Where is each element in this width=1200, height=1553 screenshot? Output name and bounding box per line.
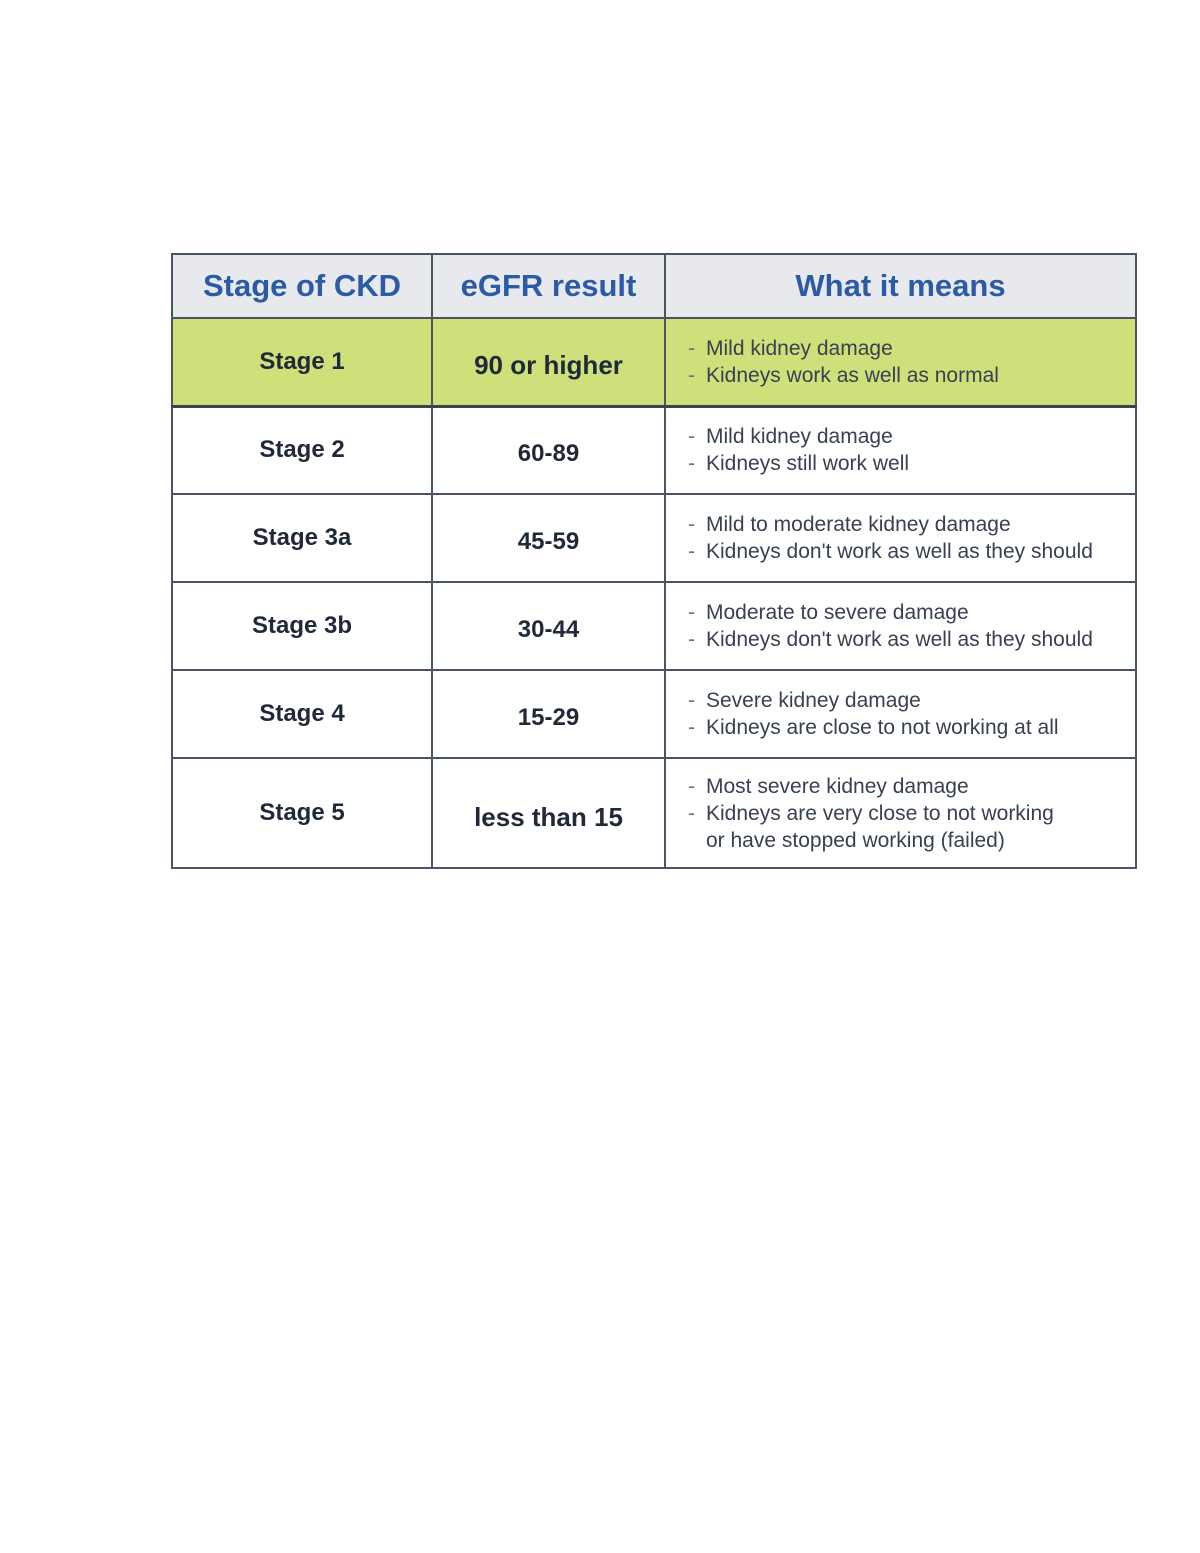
meaning-text: Kidneys don't work as well as they should (706, 628, 1093, 651)
meaning-cell (665, 582, 1136, 670)
dash-bullet: - (688, 716, 695, 739)
meaning-cell (665, 318, 1136, 406)
dash-bullet: - (688, 452, 695, 476)
table-header-row (172, 254, 1136, 318)
table-row (172, 670, 1136, 758)
dash-bullet: - (688, 425, 695, 449)
meaning-text: Kidneys still work well (706, 452, 910, 476)
stage-cell: Stage 4 (172, 670, 432, 758)
meaning-text: Mild kidney damage (706, 425, 893, 449)
table-row (172, 494, 1136, 582)
stage-cell: Stage 2 (172, 406, 432, 494)
meaning-line (688, 687, 1125, 714)
meaning-text: Mild to moderate kidney damage (706, 513, 1011, 536)
egfr-cell: 30-44 (432, 582, 665, 670)
meaning-line (688, 626, 1125, 653)
meaning-cell (665, 406, 1136, 494)
dash-bullet: - (688, 774, 695, 798)
meaning-text: Most severe kidney damage (706, 774, 969, 798)
table-row (172, 406, 1136, 494)
stage-cell: Stage 3a (172, 494, 432, 582)
meaning-text: Kidneys are very close to not working (706, 801, 1054, 825)
dash-bullet: - (688, 336, 695, 360)
dash-bullet: - (688, 363, 695, 387)
table-row (172, 582, 1136, 670)
meaning-line (688, 362, 1125, 389)
dash-bullet: - (688, 540, 695, 563)
header-meaning: What it means (665, 254, 1136, 318)
meaning-line (688, 511, 1125, 538)
header-stage: Stage of CKD (172, 254, 432, 318)
meaning-line (688, 599, 1125, 626)
meaning-cell (665, 758, 1136, 868)
meaning-cell (665, 670, 1136, 758)
meaning-line (688, 714, 1125, 741)
dash-bullet: - (688, 513, 695, 536)
meaning-text: or have stopped working (failed) (706, 828, 1005, 852)
table-row (172, 758, 1136, 868)
dash-bullet: - (688, 689, 695, 712)
meaning-text: Kidneys work as well as normal (706, 363, 999, 387)
egfr-cell: 90 or higher (432, 318, 665, 406)
dash-bullet: - (688, 801, 695, 825)
dash-bullet: - (688, 601, 695, 624)
egfr-cell: less than 15 (432, 758, 665, 868)
meaning-line (688, 335, 1125, 362)
egfr-cell: 60-89 (432, 406, 665, 494)
meaning-text: Severe kidney damage (706, 689, 921, 712)
meaning-line-continuation (688, 827, 1125, 854)
stage-cell: Stage 3b (172, 582, 432, 670)
dash-bullet: - (688, 628, 695, 651)
meaning-line (688, 423, 1125, 450)
table-row (172, 318, 1136, 406)
meaning-line (688, 538, 1125, 565)
stage-cell: Stage 1 (172, 318, 432, 406)
stage-cell: Stage 5 (172, 758, 432, 868)
meaning-text: Mild kidney damage (706, 336, 893, 360)
meaning-line (688, 773, 1125, 800)
meaning-line (688, 800, 1125, 827)
meaning-cell (665, 494, 1136, 582)
meaning-text: Kidneys are close to not working at all (706, 716, 1059, 739)
egfr-cell: 45-59 (432, 494, 665, 582)
header-egfr: eGFR result (432, 254, 665, 318)
meaning-line (688, 450, 1125, 477)
meaning-text: Kidneys don't work as well as they should (706, 540, 1093, 563)
ckd-stages-table (171, 253, 1137, 869)
meaning-text: Moderate to severe damage (706, 601, 969, 624)
egfr-cell: 15-29 (432, 670, 665, 758)
